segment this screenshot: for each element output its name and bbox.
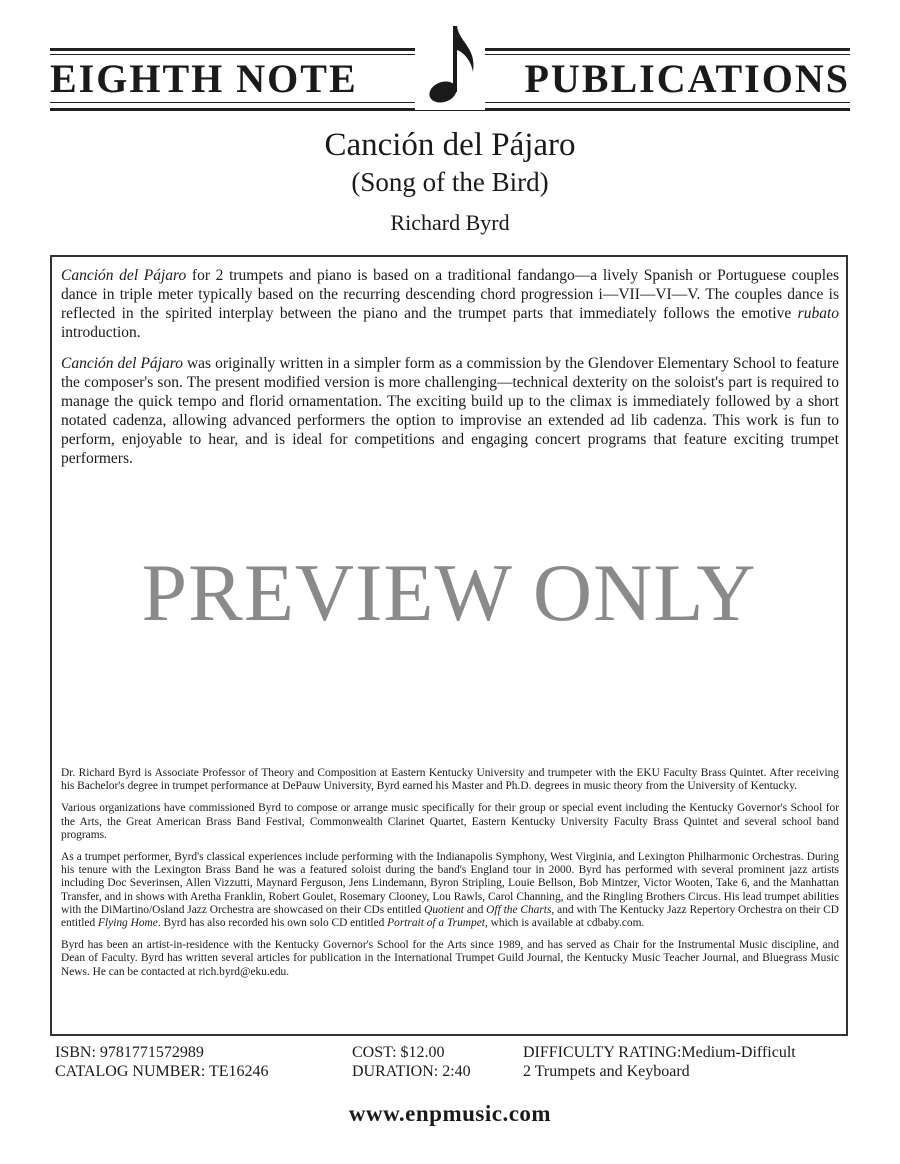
publisher-name-right: PUBLICATIONS <box>524 56 850 101</box>
rubato-italic: rubato <box>797 305 839 322</box>
instrumentation: 2 Trumpets and Keyboard <box>523 1063 690 1080</box>
publisher-header <box>50 20 850 110</box>
bio-paragraph: Dr. Richard Byrd is Associate Professor of Theory and Composition at Eastern Kentucky University and trumpeter with the EKU Faculty Brass Quintet. After receiving his Bachelor's degree in trumpet performance at DePauw University, Byrd earned his Master and Ph.D. degrees in music theory from the University of Kentucky. <box>61 767 839 793</box>
title-italic: Canción del Pájaro <box>61 355 183 372</box>
isbn: ISBN: 9781771572989 <box>55 1044 204 1061</box>
info-column-cost <box>352 1043 471 1081</box>
cost: COST: $12.00 <box>352 1044 445 1061</box>
difficulty-rating: DIFFICULTY RATING:Medium-Difficult <box>523 1044 796 1061</box>
text: , which is available at cdbaby.com. <box>484 917 645 930</box>
composer-bio <box>61 767 839 988</box>
info-column-ids <box>55 1043 269 1081</box>
duration: DURATION: 2:40 <box>352 1063 471 1080</box>
description-paragraph <box>61 266 839 342</box>
text: introduction. <box>61 324 141 341</box>
piece-subtitle: (Song of the Bird) <box>351 167 549 197</box>
title-italic: Canción del Pájaro <box>61 267 187 284</box>
cd-title: Flying Home <box>98 917 158 930</box>
text: As a trumpet performer, Byrd's classical experiences include performing with the Indianapolis Symphony, West Virginia, and Lexington Philharmonic Orchestras. During his tenure with the Lexington Brass Band he was a featured soloist during the band's England tour in 2000. Byrd has performed with several prominent jazz artists including Doc Severinsen, Allen Vizzutti, Maynard Ferguson, Jens Lindemann, Byron Stripling, Louie Bellson, Bob Mintzer, Victor Wooten, Take 6, and the Manhattan Transfer, and in shows with Aretha Franklin, Robert Goulet, Rosemary Clooney, Lou Rawls, Carol Channing, and the Ringling Brothers Circus. His lead trumpet abilities with the DiMartino/Osland Jazz Orchestra are showcased on their CDs entitled <box>61 851 839 916</box>
title-block <box>0 124 900 238</box>
text: , and with The Kentucky Jazz Repertory Orchestra on their CD entitled <box>61 903 839 930</box>
cd-title: Off the Charts <box>486 903 552 916</box>
description <box>61 266 839 480</box>
eighth-note-icon <box>415 20 485 110</box>
catalog-number: CATALOG NUMBER: TE16246 <box>55 1063 269 1080</box>
cd-title: Quotient <box>424 903 464 916</box>
bio-paragraph: Various organizations have commissioned Byrd to compose or arrange music specifically for their group or special event including the Kentucky Governor's School for the Arts, the Great American Brass Band Festival, Commonwealth Clarinet Quartet, Eastern Kentucky University Faculty Brass Quintet and several school band programs. <box>61 802 839 841</box>
text: and <box>463 903 487 916</box>
bio-paragraph: Byrd has been an artist-in-residence with the Kentucky Governor's School for the Arts since 1989, and has served as Chair for the Instrumental Music discipline, and Dean of Faculty. Byrd has written several articles for publication in the International Trumpet Guild Journal, the Kentucky Music Teacher Journal, and Bluegrass Music News. He can be contacted at rich.byrd@eku.edu. <box>61 939 839 978</box>
publisher-name-left: EIGHTH NOTE <box>50 56 358 101</box>
info-column-difficulty <box>523 1043 796 1081</box>
bio-paragraph <box>61 851 839 930</box>
piece-title: Canción del Pájaro <box>324 127 576 163</box>
cd-title: Portrait of a Trumpet <box>387 917 485 930</box>
text: for 2 trumpets and piano is based on a traditional fandango—a lively Spanish or Portuguese couples dance in triple meter typically based on the recurring descending chord progression i—VII—VI—V. The couples dance is reflected in the spirited interplay between the piano and the trumpet parts that immediately follows the emotive <box>61 267 839 322</box>
description-paragraph <box>61 354 839 468</box>
website-url: www.enpmusic.com <box>348 1101 552 1126</box>
text: . Byrd has also recorded his own solo CD entitled <box>157 917 388 930</box>
preview-watermark: PREVIEW ONLY <box>141 547 757 638</box>
composer-name: Richard Byrd <box>390 210 510 235</box>
text: was originally written in a simpler form as a commission by the Glendover Elementary School to feature the composer's son. The present modified version is more challenging—technical dexterity on the soloist's part is required to manage the quick tempo and florid ornamentation. The exciting build up to the climax is immediately followed by a short notated cadenza, allowing advanced performers the option to improvise an extended ad lib cadenza. This work is fun to perform, enjoyable to hear, and is ideal for competitions and engaging concert programs that feature exciting trumpet performers. <box>61 355 839 467</box>
